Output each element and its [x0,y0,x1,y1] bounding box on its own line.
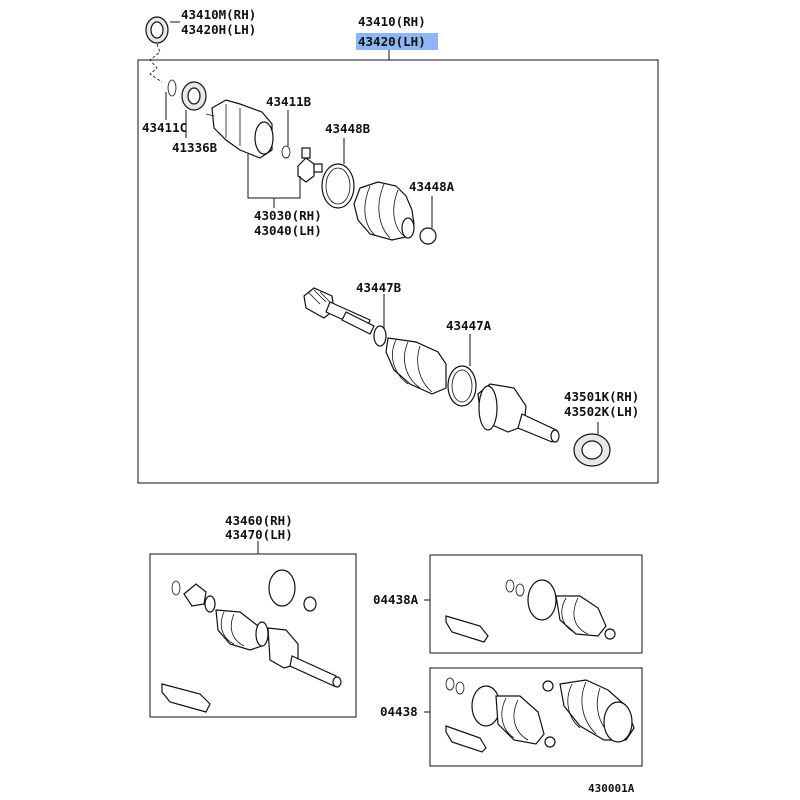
label-boot-kit: 04438 [380,704,418,719]
label-outer-clamp-a: 43447A [446,318,492,333]
label-snap-ring: 43411C [142,120,188,135]
label-seal-lh: 43420H(LH) [181,22,257,37]
boot-kit-part [446,678,634,752]
label-outboard-lh: 43470(LH) [225,527,293,542]
label-seal2-rh: 43501K(RH) [564,389,640,404]
snap-ring-part [168,80,176,96]
outboard-assy-part [162,570,341,712]
clamp-a-part [420,228,436,244]
label-shaft-rh: 43410(RH) [358,14,426,29]
boot-part [354,182,414,240]
label-inboard-rh: 43030(RH) [254,208,322,223]
label-clip: 43411B [266,94,312,109]
seal2-part [574,434,610,466]
seal-part [146,17,168,43]
label-boot-clamp-a: 43448A [409,179,455,194]
tripod-part [298,148,322,182]
clamp-b-part [322,164,354,208]
drive-shaft-part [304,288,559,442]
label-shaft-lh[interactable]: 43420(LH) [358,34,426,49]
dust-cover-part [182,82,206,110]
bracket-joint [248,154,300,198]
clip-part [282,146,290,158]
label-dust-cover: 41336B [172,140,218,155]
label-figure-id: 430001A [588,782,635,795]
label-outboard-rh: 43460(RH) [225,513,293,528]
label-boot-kit-a: 04438A [373,592,419,607]
label-seal-rh: 43410M(RH) [181,7,257,22]
label-boot-clamp-b: 43448B [325,121,371,136]
boot-kit-a-part [446,580,615,642]
label-outer-clamp-b: 43447B [356,280,402,295]
label-inboard-lh: 43040(LH) [254,223,322,238]
label-seal2-lh: 43502K(LH) [564,404,640,419]
dashed-leader [150,44,162,82]
